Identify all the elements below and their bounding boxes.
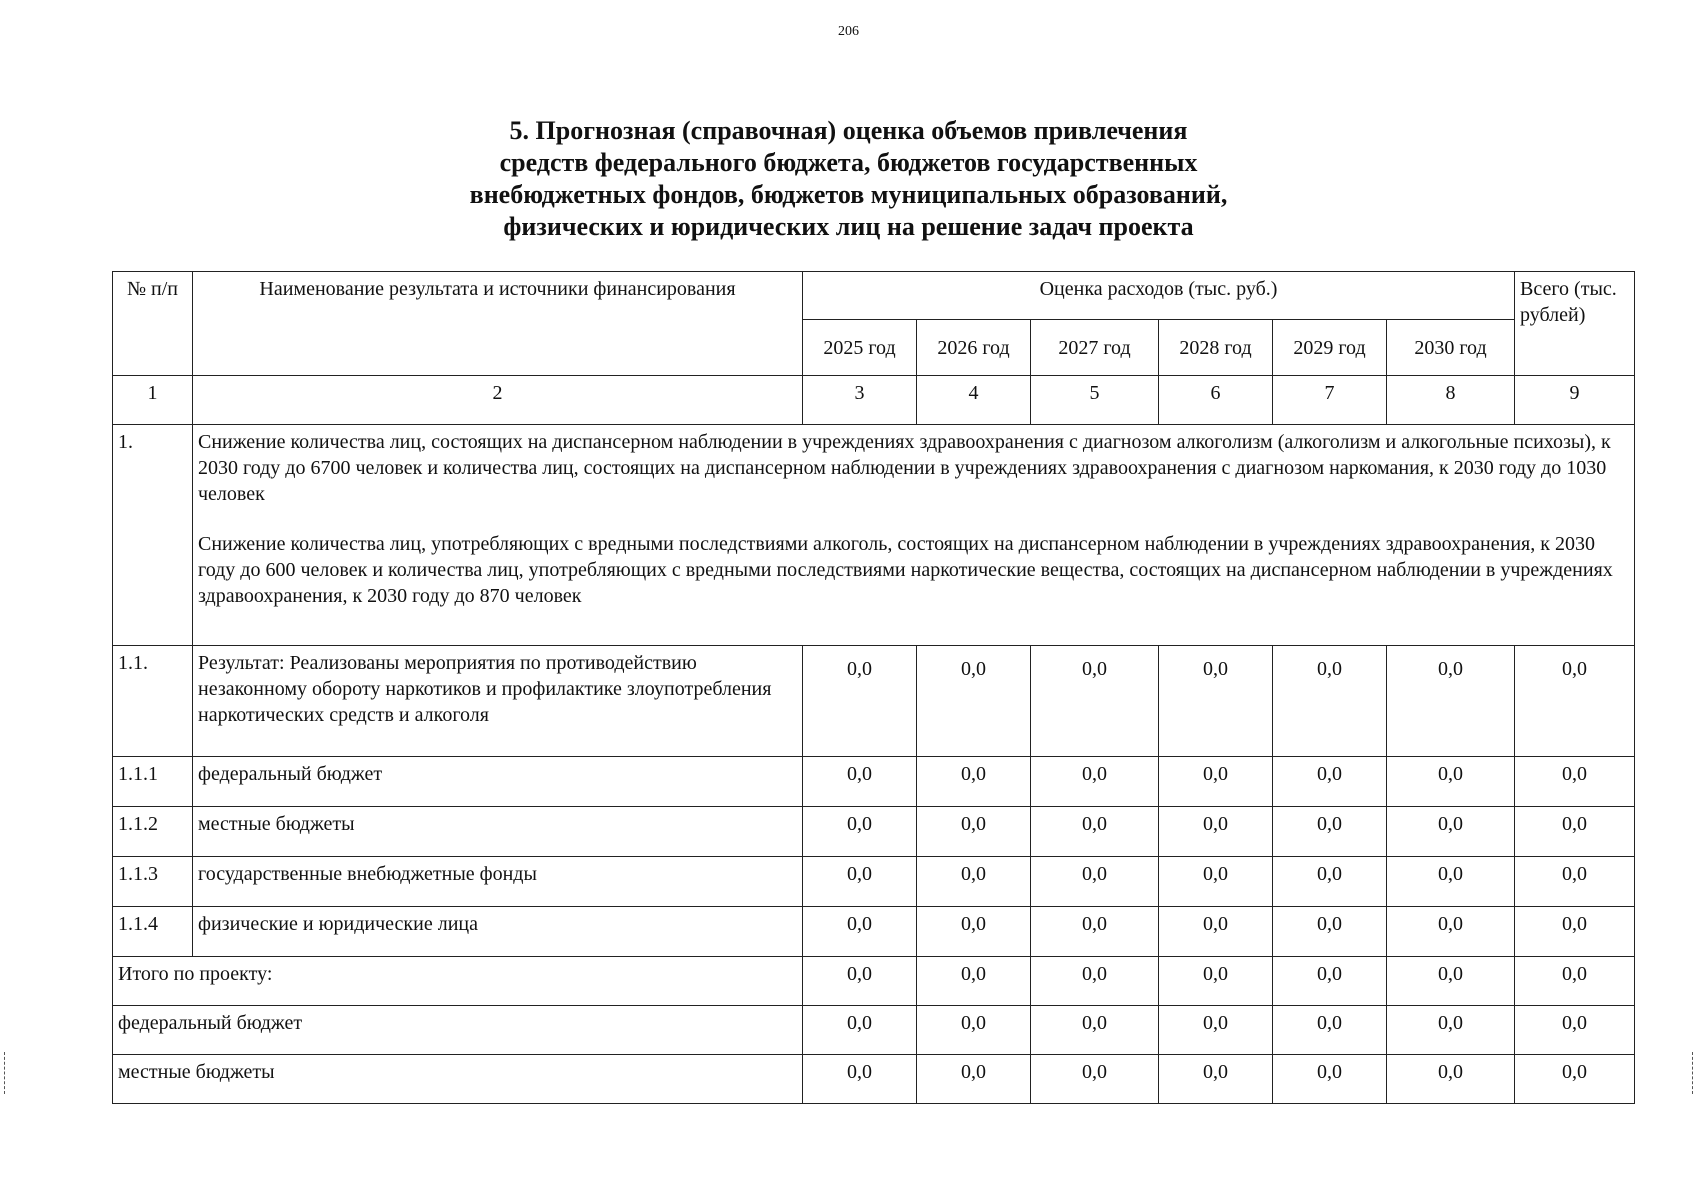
row-num: 1.1.2 (113, 807, 193, 857)
value-cell: 0,0 (1515, 1006, 1635, 1055)
row-name: физические и юридические лица (193, 907, 803, 957)
value-cell: 0,0 (1031, 807, 1159, 857)
task-paragraph: Снижение количества лиц, состоящих на диспансерном наблюдении в учреждениях здравоохранения с диагнозом алкоголизм (алкоголизм и алкогольные психозы), к 2030 году до 6700 человек и количества лиц, состоящих на диспансерном наблюдении в учреждениях здравоохранения с диагнозом наркомания, к 2030 году до 1030 человек (198, 431, 1611, 505)
source-row (113, 907, 1635, 957)
value-cell: 0,0 (1273, 1006, 1387, 1055)
task-paragraph: Снижение количества лиц, употребляющих с вредными последствиями алкоголь, состоящих на диспансерном наблюдении в учреждениях здравоохранения, к 2030 году до 600 человек и количества лиц, употребляющих с вредными последствиями наркотические вещества, состоящих на диспансерном наблюдении в учреждениях здравоохранения, к 2030 году до 870 человек (198, 533, 1613, 607)
scan-edge-mark-left (4, 1052, 5, 1094)
value-cell: 0,0 (1159, 957, 1273, 1006)
column-number: 7 (1273, 376, 1387, 425)
value-cell: 0,0 (1159, 1006, 1273, 1055)
value-cell: 0,0 (1387, 1006, 1515, 1055)
value-cell: 0,0 (803, 807, 917, 857)
value-cell: 0,0 (803, 757, 917, 807)
value-cell: 0,0 (1159, 857, 1273, 907)
row-name: местные бюджеты (193, 807, 803, 857)
value-cell: 0,0 (1273, 1055, 1387, 1104)
header-num: № п/п (113, 272, 193, 376)
page-number: 206 (838, 24, 859, 39)
value-cell: 0,0 (1515, 957, 1635, 1006)
source-row (113, 807, 1635, 857)
value-cell: 0,0 (1159, 757, 1273, 807)
column-number: 9 (1515, 376, 1635, 425)
value-cell: 0,0 (803, 1006, 917, 1055)
row-name: Результат: Реализованы мероприятия по противодействию незаконному обороту наркотиков и профилактике злоупотребления наркотических средств и алкоголя (193, 646, 803, 757)
value-cell: 0,0 (1031, 957, 1159, 1006)
row-num: 1.1.3 (113, 857, 193, 907)
value-cell: 0,0 (917, 646, 1031, 757)
value-cell: 0,0 (1031, 646, 1159, 757)
value-cell: 0,0 (1273, 807, 1387, 857)
column-number-row (113, 376, 1635, 425)
value-cell: 0,0 (803, 857, 917, 907)
value-cell: 0,0 (917, 857, 1031, 907)
header-year: 2026 год (917, 320, 1031, 376)
value-cell: 0,0 (1387, 807, 1515, 857)
value-cell: 0,0 (1515, 907, 1635, 957)
total-row (113, 957, 1635, 1006)
total-label: федеральный бюджет (113, 1006, 803, 1055)
header-year: 2029 год (1273, 320, 1387, 376)
title-line: 5. Прогнозная (справочная) оценка объемов привлечения (509, 116, 1188, 145)
value-cell: 0,0 (1031, 757, 1159, 807)
total-label: Итого по проекту: (113, 957, 803, 1006)
total-label: местные бюджеты (113, 1055, 803, 1104)
value-cell: 0,0 (1515, 857, 1635, 907)
task-description (193, 425, 1635, 646)
value-cell: 0,0 (917, 757, 1031, 807)
value-cell: 0,0 (803, 957, 917, 1006)
header-year: 2025 год (803, 320, 917, 376)
value-cell: 0,0 (1159, 1055, 1273, 1104)
title-line: средств федерального бюджета, бюджетов государственных (499, 148, 1198, 177)
title-line: внебюджетных фондов, бюджетов муниципальных образований, (469, 180, 1228, 209)
header-year: 2027 год (1031, 320, 1159, 376)
value-cell: 0,0 (1159, 907, 1273, 957)
total-row (113, 1006, 1635, 1055)
value-cell: 0,0 (1515, 757, 1635, 807)
value-cell: 0,0 (1031, 1006, 1159, 1055)
value-cell: 0,0 (1387, 907, 1515, 957)
value-cell: 0,0 (917, 1006, 1031, 1055)
value-cell: 0,0 (1031, 857, 1159, 907)
value-cell: 0,0 (1387, 857, 1515, 907)
document-title (0, 115, 1697, 243)
scan-edge-mark-right (1692, 1052, 1693, 1094)
value-cell: 0,0 (1159, 807, 1273, 857)
header-total: Всего (тыс. рублей) (1515, 272, 1635, 376)
row-name: федеральный бюджет (193, 757, 803, 807)
column-number: 5 (1031, 376, 1159, 425)
column-number: 6 (1159, 376, 1273, 425)
column-number: 3 (803, 376, 917, 425)
value-cell: 0,0 (1387, 1055, 1515, 1104)
value-cell: 0,0 (917, 1055, 1031, 1104)
value-cell: 0,0 (1273, 646, 1387, 757)
value-cell: 0,0 (803, 907, 917, 957)
header-name: Наименование результата и источники финансирования (193, 272, 803, 376)
total-row (113, 1055, 1635, 1104)
value-cell: 0,0 (1159, 646, 1273, 757)
budget-table (112, 271, 1635, 1104)
value-cell: 0,0 (803, 1055, 917, 1104)
value-cell: 0,0 (1387, 757, 1515, 807)
header-year: 2030 год (1387, 320, 1515, 376)
row-name: государственные внебюджетные фонды (193, 857, 803, 907)
value-cell: 0,0 (917, 907, 1031, 957)
source-row (113, 857, 1635, 907)
value-cell: 0,0 (917, 807, 1031, 857)
row-num: 1.1.4 (113, 907, 193, 957)
title-line: физических и юридических лиц на решение задач проекта (503, 212, 1194, 241)
header-year: 2028 год (1159, 320, 1273, 376)
column-number: 8 (1387, 376, 1515, 425)
value-cell: 0,0 (1031, 1055, 1159, 1104)
value-cell: 0,0 (1273, 907, 1387, 957)
value-cell: 0,0 (1273, 957, 1387, 1006)
row-num: 1.1.1 (113, 757, 193, 807)
value-cell: 0,0 (1273, 757, 1387, 807)
header-estimate: Оценка расходов (тыс. руб.) (803, 272, 1515, 320)
value-cell: 0,0 (1031, 907, 1159, 957)
source-row (113, 757, 1635, 807)
column-number: 2 (193, 376, 803, 425)
value-cell: 0,0 (1515, 807, 1635, 857)
task-num: 1. (113, 425, 193, 646)
value-cell: 0,0 (1387, 957, 1515, 1006)
value-cell: 0,0 (1515, 1055, 1635, 1104)
value-cell: 0,0 (917, 957, 1031, 1006)
column-number: 4 (917, 376, 1031, 425)
value-cell: 0,0 (803, 646, 917, 757)
value-cell: 0,0 (1515, 646, 1635, 757)
value-cell: 0,0 (1273, 857, 1387, 907)
column-number: 1 (113, 376, 193, 425)
row-num: 1.1. (113, 646, 193, 757)
task-row (113, 425, 1635, 646)
result-row (113, 646, 1635, 757)
value-cell: 0,0 (1387, 646, 1515, 757)
